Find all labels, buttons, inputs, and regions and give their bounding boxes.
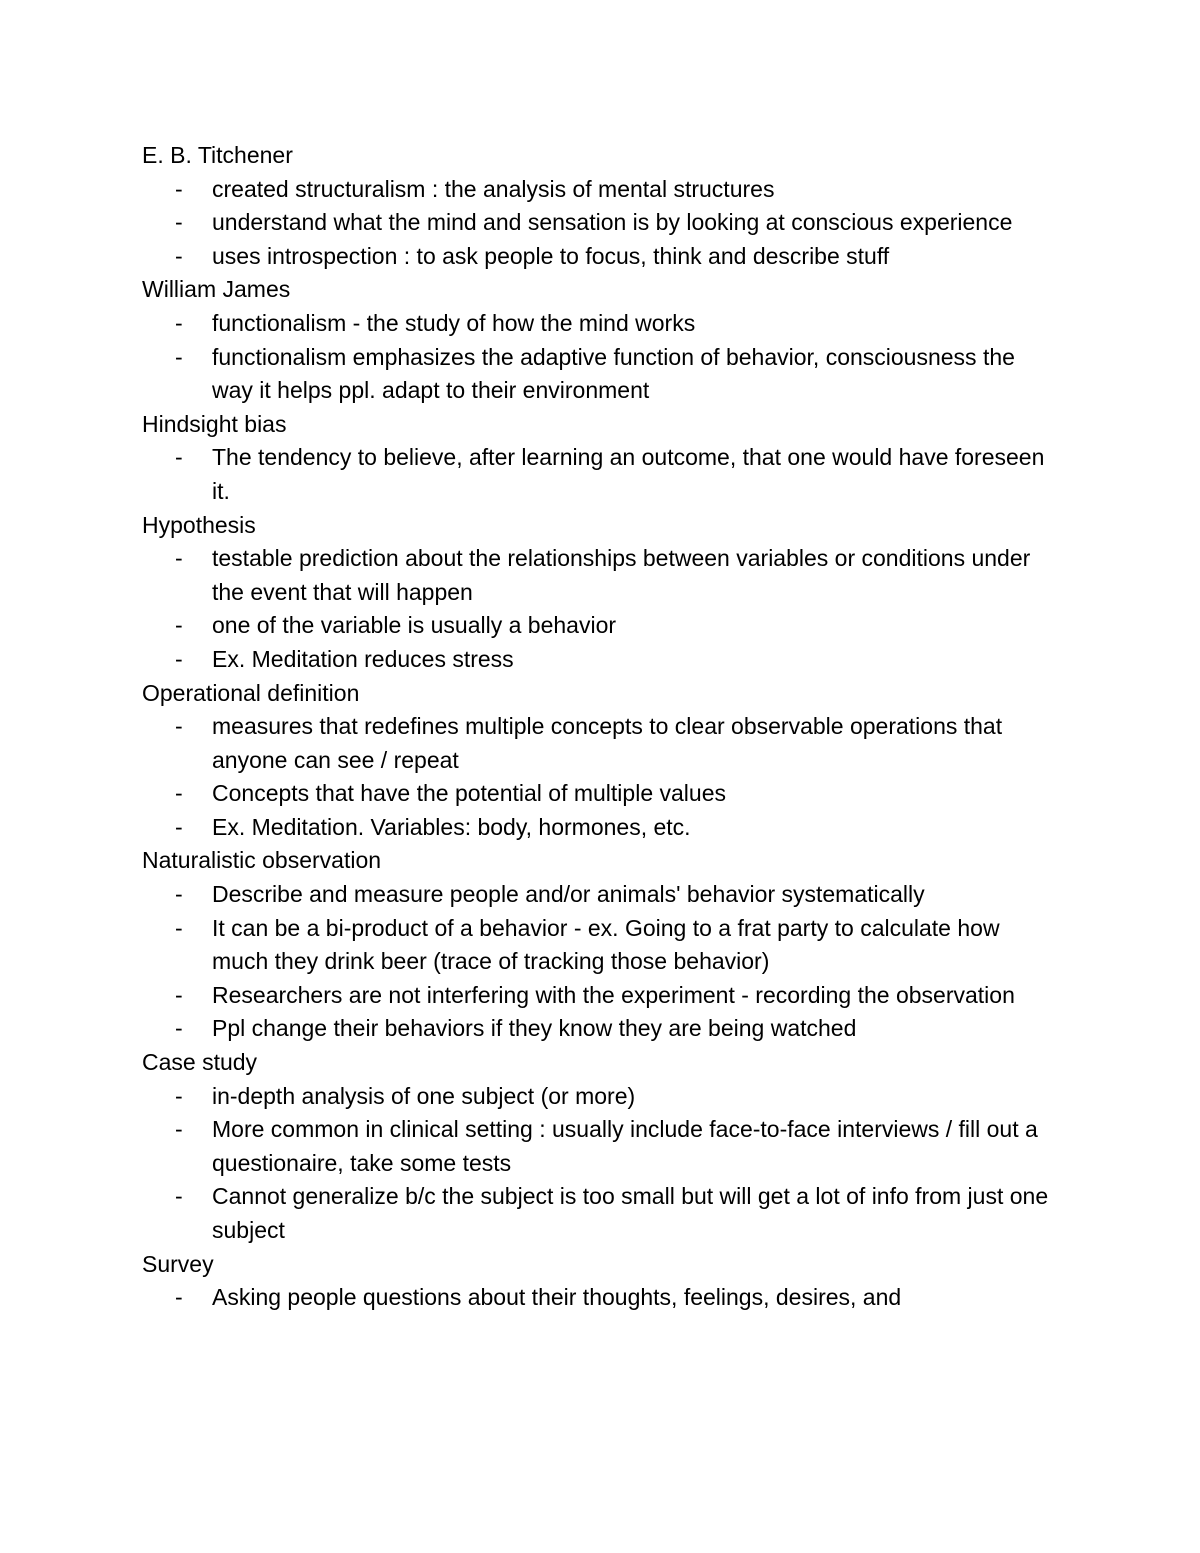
list-item <box>142 912 1062 979</box>
section-operational-definition <box>142 677 1062 845</box>
list-item <box>142 1281 1062 1315</box>
list-item <box>142 307 1062 341</box>
section-heading: Hindsight bias <box>142 410 287 437</box>
bullet-dash: - <box>175 981 183 1008</box>
bullet-text: Ex. Meditation. Variables: body, hormones, etc. <box>212 813 691 840</box>
list-item <box>142 609 1062 643</box>
bullet-dash: - <box>175 881 183 908</box>
section-survey <box>142 1248 1062 1315</box>
bullet-dash: - <box>175 343 183 370</box>
bullet-list <box>142 1080 1062 1248</box>
bullet-dash: - <box>175 780 183 807</box>
section-heading: William James <box>142 276 291 303</box>
section-hypothesis <box>142 509 1062 677</box>
list-item <box>142 811 1062 845</box>
bullet-dash: - <box>175 209 183 236</box>
bullet-dash: - <box>175 713 183 740</box>
bullet-list <box>142 307 1062 408</box>
bullet-text: It can be a bi-product of a behavior - ex. Going to a frat party to calculate how much they drink beer (trace of tracking those behavior) <box>212 914 1000 975</box>
section-titchener <box>142 139 1062 273</box>
bullet-dash: - <box>175 444 183 471</box>
bullet-text: Describe and measure people and/or animals' behavior systematically <box>212 881 925 908</box>
bullet-text: Asking people questions about their thoughts, feelings, desires, and <box>212 1284 902 1311</box>
section-heading: Hypothesis <box>142 511 256 538</box>
bullet-dash: - <box>175 914 183 941</box>
list-item <box>142 341 1062 408</box>
list-item <box>142 710 1062 777</box>
bullet-list <box>142 173 1062 274</box>
section-heading: Case study <box>142 1049 258 1076</box>
section-william-james <box>142 273 1062 407</box>
list-item <box>142 240 1062 274</box>
bullet-dash: - <box>175 813 183 840</box>
bullet-text: uses introspection : to ask people to focus, think and describe stuff <box>212 242 890 269</box>
bullet-text: understand what the mind and sensation is by looking at conscious experience <box>212 209 1013 236</box>
bullet-text: created structuralism : the analysis of mental structures <box>212 175 775 202</box>
bullet-dash: - <box>175 1183 183 1210</box>
bullet-dash: - <box>175 612 183 639</box>
bullet-dash: - <box>175 645 183 672</box>
bullet-text: functionalism emphasizes the adaptive function of behavior, consciousness the way it helps ppl. adapt to their environment <box>212 343 1015 404</box>
section-heading: Survey <box>142 1250 214 1277</box>
bullet-text: Researchers are not interfering with the experiment - recording the observation <box>212 981 1015 1008</box>
notes-body <box>142 139 1062 1315</box>
bullet-dash: - <box>175 1284 183 1311</box>
bullet-text: More common in clinical setting : usually include face-to-face interviews / fill out a questionaire, take some tests <box>212 1116 1038 1176</box>
section-heading: Operational definition <box>142 679 360 706</box>
bullet-dash: - <box>175 242 183 269</box>
list-item <box>142 643 1062 677</box>
list-item <box>142 542 1062 609</box>
bullet-text: functionalism - the study of how the mind works <box>212 309 696 336</box>
list-item <box>142 878 1062 912</box>
bullet-text: in-depth analysis of one subject (or more) <box>212 1082 636 1109</box>
bullet-dash: - <box>175 545 183 572</box>
bullet-text: measures that redefines multiple concepts to clear observable operations that anyone can see / repeat <box>212 713 1003 773</box>
bullet-list <box>142 441 1062 508</box>
list-item <box>142 1180 1062 1247</box>
bullet-text: testable prediction about the relationships between variables or conditions under the event that will happen <box>212 545 1031 605</box>
bullet-text: Ppl change their behaviors if they know they are being watched <box>212 1015 857 1042</box>
bullet-dash: - <box>175 1116 183 1143</box>
list-item <box>142 173 1062 207</box>
section-naturalistic-observation <box>142 844 1062 1046</box>
section-case-study <box>142 1046 1062 1248</box>
list-item <box>142 1080 1062 1114</box>
list-item <box>142 979 1062 1013</box>
section-heading: E. B. Titchener <box>142 142 293 168</box>
bullet-dash: - <box>175 1082 183 1109</box>
bullet-text: one of the variable is usually a behavior <box>212 612 617 639</box>
list-item <box>142 1113 1062 1180</box>
bullet-dash: - <box>175 1015 183 1042</box>
section-heading: Naturalistic observation <box>142 847 382 874</box>
bullet-list <box>142 878 1062 1046</box>
bullet-text: Ex. Meditation reduces stress <box>212 645 514 672</box>
bullet-text: Cannot generalize b/c the subject is too small but will get a lot of info from just one subject <box>212 1183 1049 1243</box>
bullet-text: Concepts that have the potential of multiple values <box>212 780 726 807</box>
bullet-text: The tendency to believe, after learning an outcome, that one would have foreseen it. <box>212 444 1045 504</box>
list-item <box>142 441 1062 508</box>
bullet-dash: - <box>175 309 183 336</box>
bullet-dash: - <box>175 175 183 202</box>
list-item <box>142 206 1062 240</box>
bullet-list <box>142 710 1062 844</box>
bullet-list <box>142 1281 1062 1315</box>
bullet-list <box>142 542 1062 676</box>
list-item <box>142 1012 1062 1046</box>
list-item <box>142 777 1062 811</box>
section-hindsight-bias <box>142 408 1062 509</box>
